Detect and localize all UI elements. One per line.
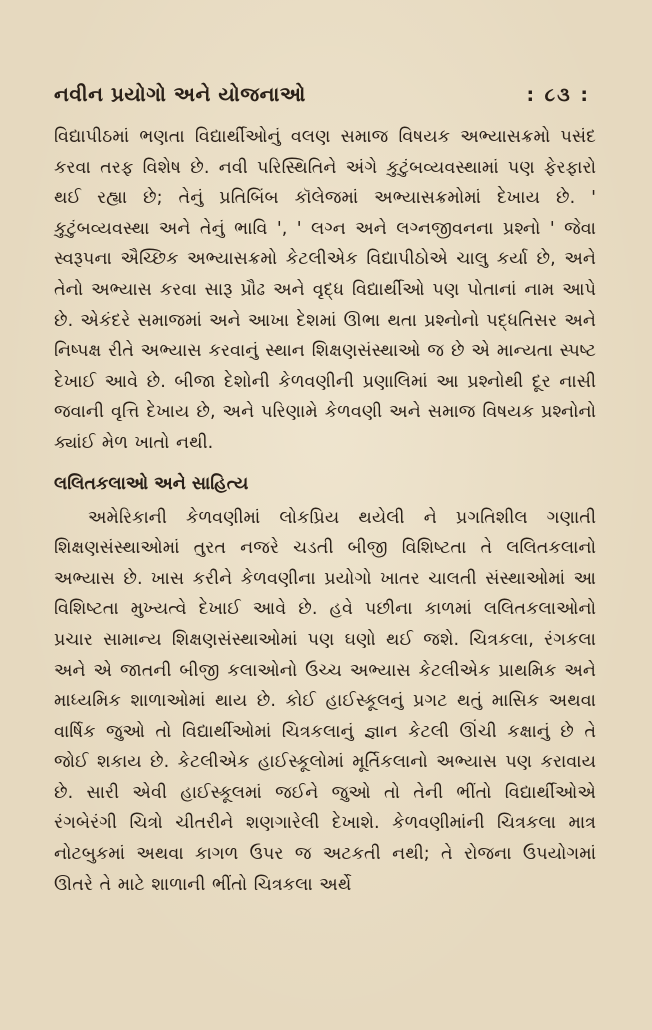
running-title: નવીન પ્રયોગો અને યોજનાઓ xyxy=(54,82,306,106)
running-header xyxy=(54,82,590,106)
section-paragraph: અમેરિકાની કેળવણીમાં લોકપ્રિય થયેલી ને પ્રગતિશીલ ગણાતી શિક્ષણસંસ્થાઓમાં તુરત નજરે ચડતી બીજી વિશિષ્ટતા તે લલિતકલાનો અભ્યાસ છે. ખાસ કરીને કેળવણીના પ્રયોગો ખાતર ચાલતી સંસ્થાઓમાં આ વિશિષ્ટતા મુખ્યત્વે દેખાઈ આવે છે. હવે પછીના કાળમાં લલિતકલાઓનો પ્રચાર સામાન્ય શિક્ષણસંસ્થાઓમાં પણ ઘણો થઈ જશે. ચિત્રકલા, રંગકલા અને એ જાતની બીજી કલાઓનો ઉચ્ચ અભ્યાસ કેટલીએક પ્રાથમિક અને માધ્યમિક શાળાઓમાં થાય છે. કોઈ હાઈસ્કૂલનું પ્રગટ થતું માસિક અથવા વાર્ષિક જુઓ તો વિદ્યાર્થીઓમાં ચિત્રકલાનું જ્ઞાન કેટલી ઊંચી કક્ષાનું છે તે જોઈ શકાય છે. કેટલીએક હાઈસ્કૂલોમાં મૂર્તિકલાનો અભ્યાસ પણ કરાવાય છે. સારી એવી હાઈસ્કૂલમાં જઈને જુઓ તો તેની ભીંતો વિદ્યાર્થીઓએ રંગબેરંગી ચિત્રો ચીતરીને શણગારેલી દેખાશે. કેળવણીમાંની ચિત્રકલા માત્ર નોટબુકમાં અથવા કાગળ ઉપર જ અટકતી નથી; તે રોજના ઉપયોગમાં ઊતરે તે માટે શાળાની ભીંતો ચિત્રકલા અર્થે xyxy=(54,507,596,895)
page-number: : ૮૩ : xyxy=(526,84,590,106)
body-paragraph: વિદ્યાપીઠમાં ભણતા વિદ્યાર્થીઓનું વલણ સમાજ વિષયક અભ્યાસક્રમો પસંદ કરવા તરફ વિશેષ છે. નવી પરિસ્થિતિને અંગે કુટુંબવ્યવસ્થામાં પણ ફેરફારો થઈ રહ્યા છે; તેનું પ્રતિબિંબ કૉલેજમાં અભ્યાસક્રમોમાં દેખાય છે. ' કુટુંબવ્યવસ્થા અને તેનું ભાવિ ', ' લગ્ન અને લગ્નજીવનના પ્રશ્નો ' જેવા સ્વરૂપના ઐચ્છિક અભ્યાસક્રમો કેટલીએક વિદ્યાપીઠોએ ચાલુ કર્યા છે, અને તેનો અભ્યાસ કરવા સારૂ પ્રૌઢ અને વૃદ્ધ વિદ્યાર્થીઓ પણ પોતાનાં નામ આપે છે. એકંદરે સમાજમાં અને આખા દેશમાં ઊભા થતા પ્રશ્નોનો પદ્ધતિસર અને નિષ્પક્ષ રીતે અભ્યાસ કરવાનું સ્થાન શિક્ષણસંસ્થાઓ જ છે એ માન્યતા સ્પષ્ટ દેખાઈ આવે છે. બીજા દેશોની કેળવણીની પ્રણાલિમાં આ પ્રશ્નોથી દૂર નાસી જવાની વૃત્તિ દેખાય છે, અને પરિણામે કેળવણી અને સમાજ વિષયક પ્રશ્નોનો ક્યાંઈ મેળ ખાતો નથી. xyxy=(54,127,596,453)
section-heading: લલિતકલાઓ અને સાહિત્ય xyxy=(54,473,249,494)
